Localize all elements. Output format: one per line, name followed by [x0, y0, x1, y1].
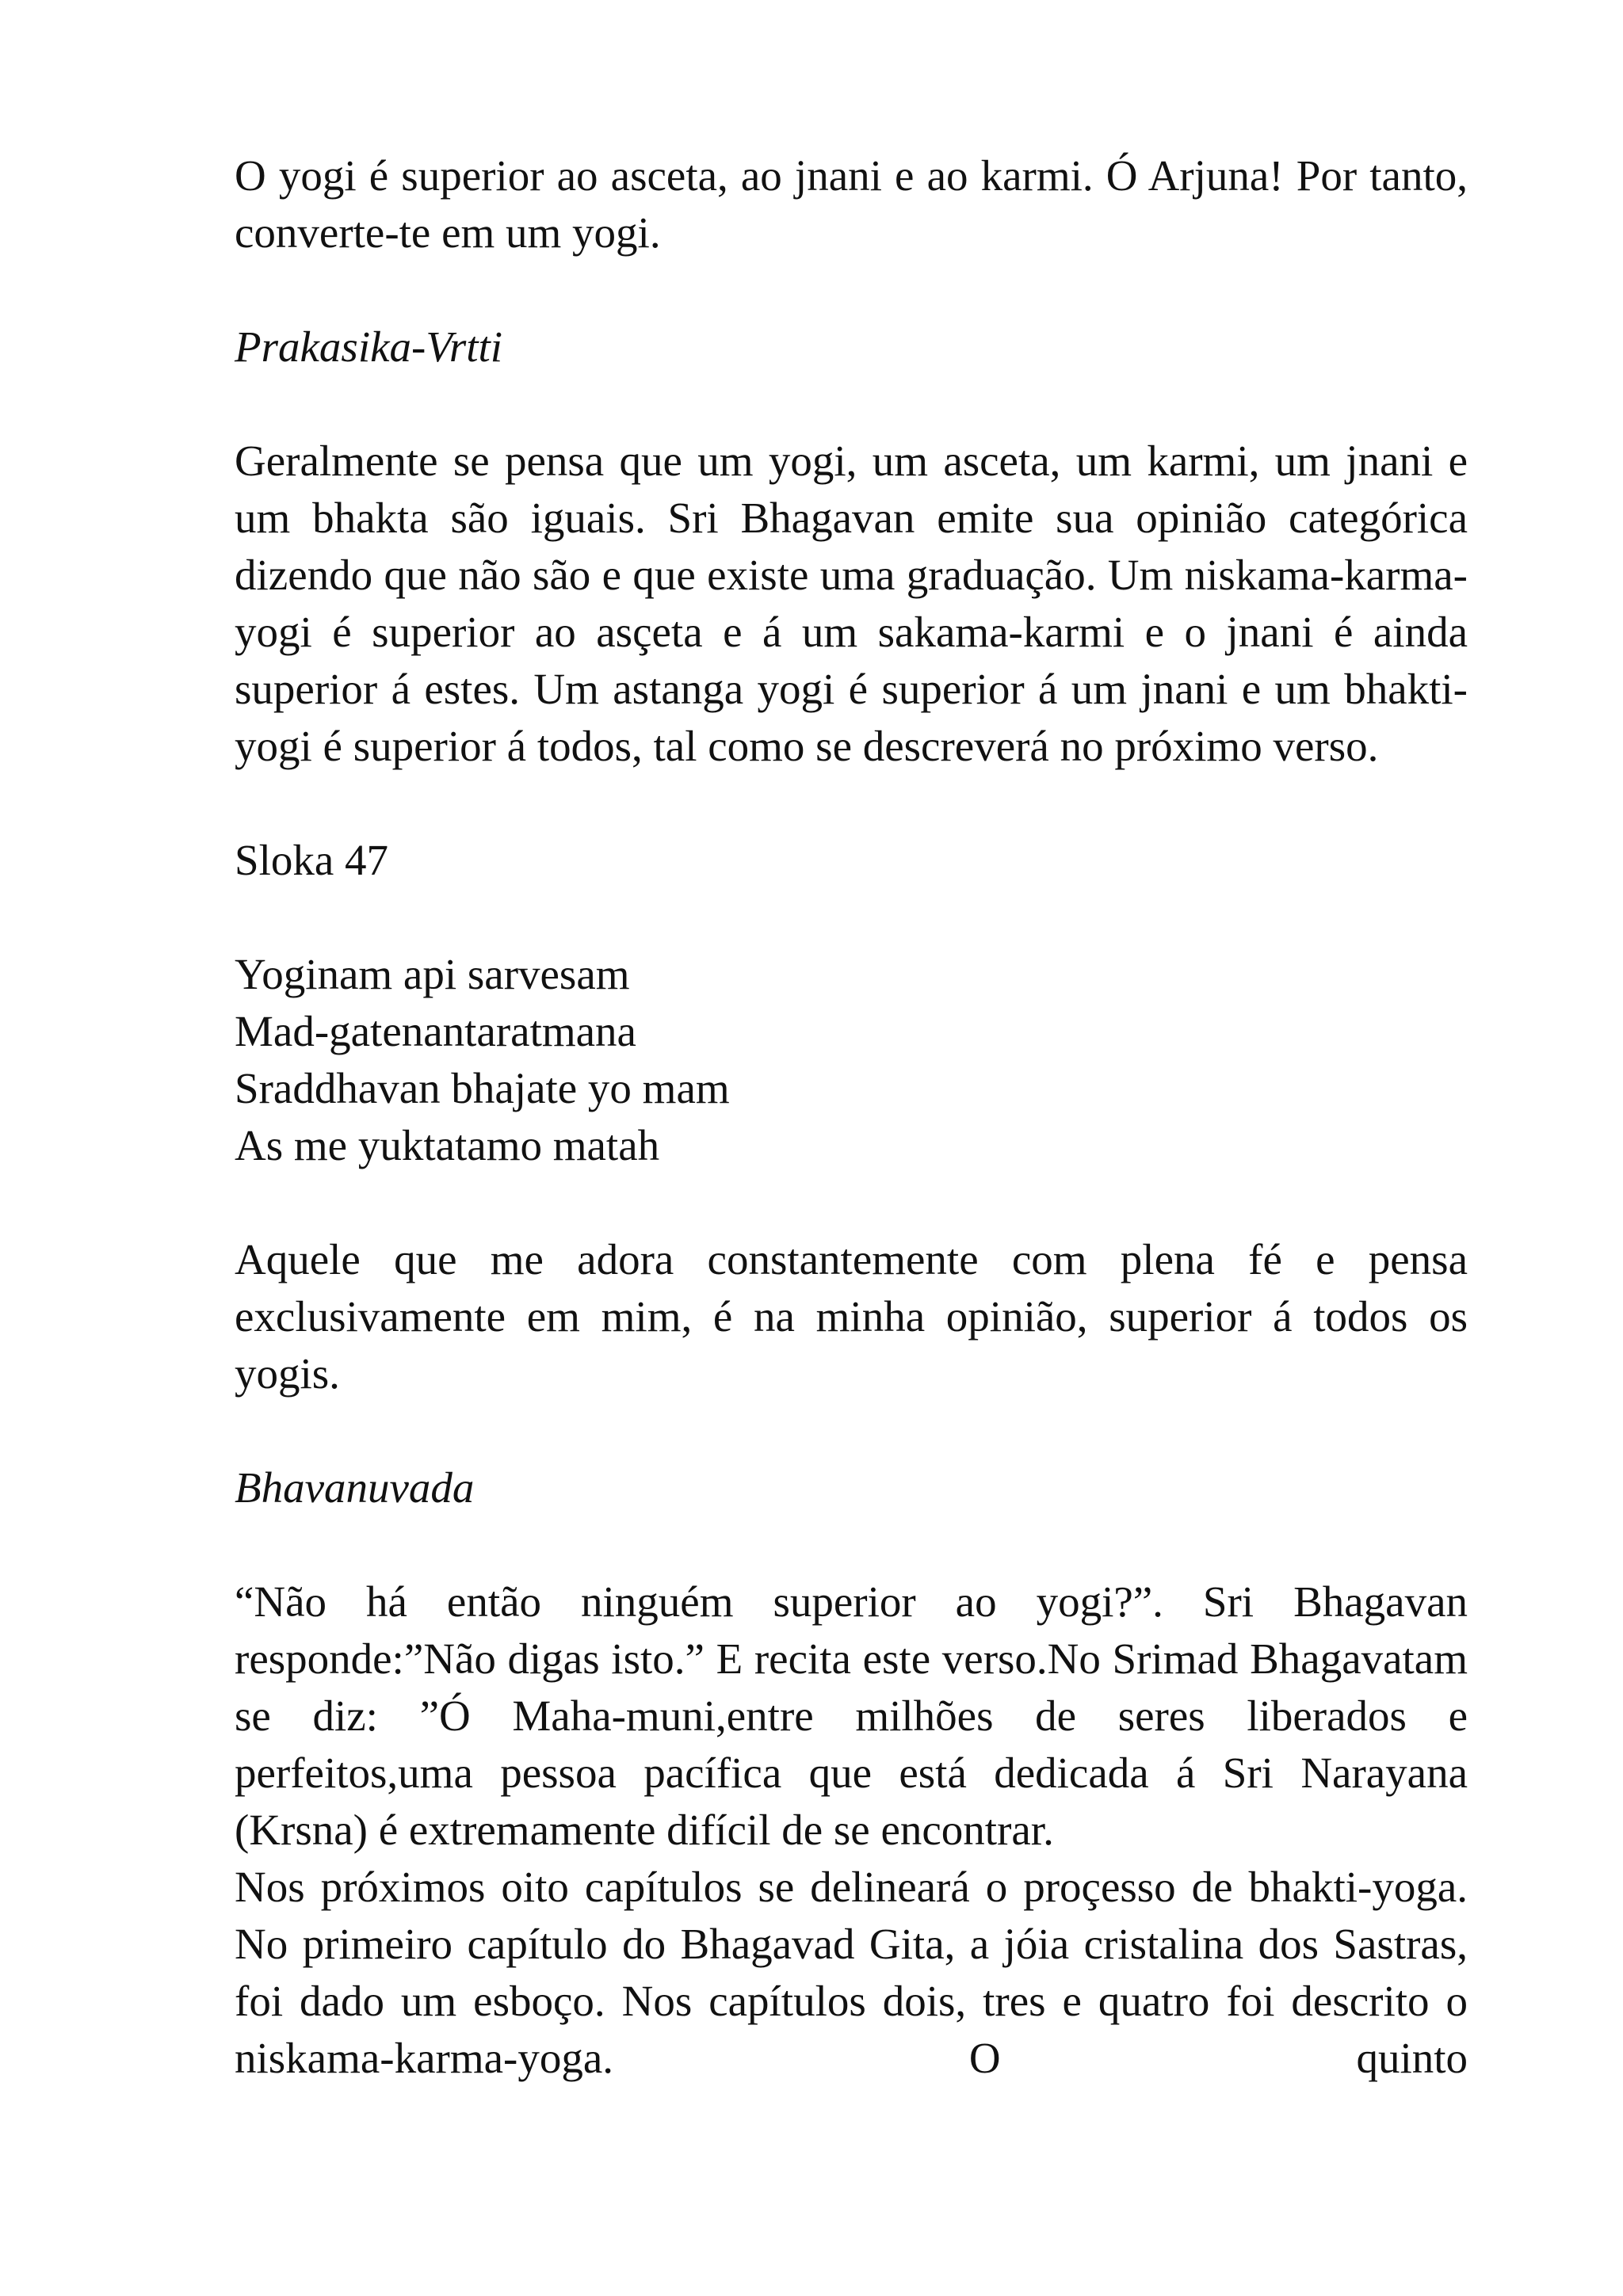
bhavanuvada-paragraph-1: “Não há então ninguém superior ao yogi?”. Sri Bhagavan responde:”Não digas isto.” E recita este verso.No Srimad Bhagavatam se diz: ”Ó Maha-muni,entre milhões de seres liberados e perfeitos,uma pessoa pacífica que está dedicada á Sri Narayana (Krsna) é extremamente difícil de se encontrar. [235, 1577, 1468, 1854]
document-page [235, 147, 1468, 2087]
translation-paragraph: Aquele que me adora constantemente com plena fé e pensa exclusivamente em mim, é na minha opinião, superior á todos os yogis. [235, 1235, 1468, 1398]
prakasika-paragraph: Geralmente se pensa que um yogi, um asceta, um karmi, um jnani e um bhakta são iguais. Sri Bhagavan emite sua opinião categórica dizendo que não são e que existe uma graduação. Um niskama-karma-yogi é superior ao asçeta e á um sakama-karmi e o jnani é ainda superior á estes. Um astanga yogi é superior á um jnani e um bhakti-yogi é superior á todos, tal como se descreverá no próximo verso. [235, 437, 1468, 770]
verse-line: Mad-gatenantaratmana [235, 1007, 636, 1055]
verse-line: As me yuktatamo matah [235, 1121, 660, 1169]
bhavanuvada-paragraph-2: Nos próximos oito capítulos se delineará o proçesso de bhakti-yoga. No primeiro capítulo do Bhagavad Gita, a jóia cristalina dos Sastras, foi dado um esboço. Nos capítulos dois, tres e quatro foi descrito o niskama-karma-yoga. O quinto [235, 1863, 1468, 2082]
heading-bhavanuvada: Bhavanuvada [235, 1463, 475, 1512]
verse-line: Sraddhavan bhajate yo mam [235, 1064, 730, 1112]
heading-prakasika-vrtti: Prakasika-Vrtti [235, 322, 503, 371]
intro-paragraph: O yogi é superior ao asceta, ao jnani e ao karmi. Ó Arjuna! Por tanto, converte-te em um yogi. [235, 151, 1468, 257]
verse-line: Yoginam api sarvesam [235, 950, 630, 998]
sloka-label: Sloka 47 [235, 836, 389, 884]
sloka-verse [235, 946, 1468, 1174]
